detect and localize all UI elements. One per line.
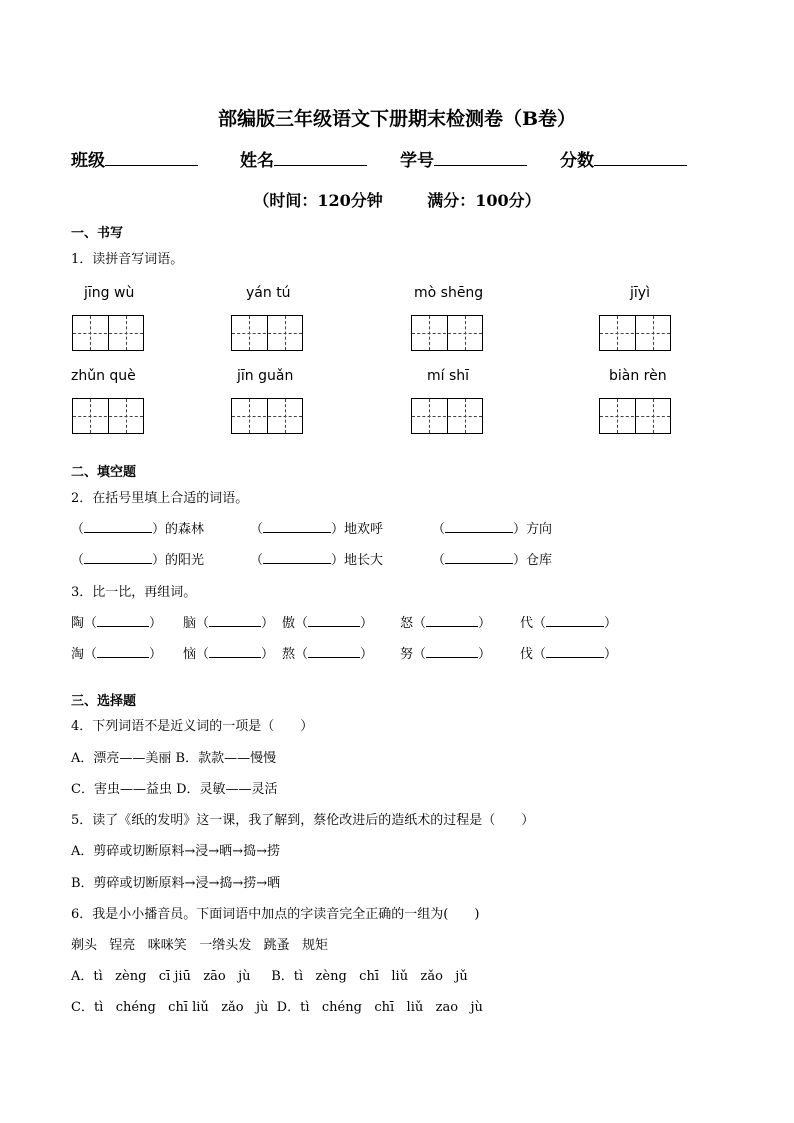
fill-item: （ ）方向 xyxy=(432,522,553,537)
section2-heading: 二、填空题 xyxy=(71,465,137,480)
class-field xyxy=(71,146,198,171)
compare-item: 陶（ ） xyxy=(71,616,163,631)
compare-char: 熬 xyxy=(282,647,296,662)
pinyin-4: jīyì xyxy=(630,285,650,301)
question-6-options-cd: C．tì chéng chī liǔ zǎo jù D．tì chéng chī liǔ zao jù xyxy=(71,1000,483,1015)
question-4: 4．下列词语不是近义词的一项是（ ） xyxy=(71,719,314,734)
compare-blank[interactable] xyxy=(426,614,478,627)
pinyin-2: yán tú xyxy=(246,285,291,301)
compare-blank[interactable] xyxy=(426,645,478,658)
compare-blank[interactable] xyxy=(97,614,149,627)
section3-heading: 三、选择题 xyxy=(71,694,137,709)
question-2: 2．在括号里填上合适的词语。 xyxy=(71,491,249,506)
section1-heading: 一、书写 xyxy=(71,226,124,241)
fill-item: （ ）的森林 xyxy=(71,522,205,537)
question-5-option-a: A．剪碎或切断原料→浸→晒→捣→捞 xyxy=(71,844,280,859)
name-blank[interactable] xyxy=(274,151,367,166)
compare-item: 代（ ） xyxy=(520,616,618,631)
page-title: 部编版三年级语文下册期末检测卷（B卷） xyxy=(217,108,577,130)
compare-char: 努 xyxy=(400,647,414,662)
fill-text: 仓库 xyxy=(526,553,553,568)
pinyin-3: mò shēng xyxy=(414,285,484,301)
writing-grid[interactable] xyxy=(599,398,671,434)
question-4-options-ab: A．漂亮——美丽 B．款款——慢慢 xyxy=(71,751,277,766)
question-4-options-cd: C．害虫——益虫 D．灵敏——灵活 xyxy=(71,782,278,797)
question-3: 3．比一比，再组词。 xyxy=(71,585,197,600)
fill-item: （ ）仓库 xyxy=(432,553,553,568)
compare-item: 熬（ ） xyxy=(282,647,374,662)
compare-blank[interactable] xyxy=(546,645,604,658)
pinyin-6: jīn guǎn xyxy=(237,368,294,384)
question-6-options-ab: A．tì zèng cī jiū zāo jù B．tì zèng chī liǔ zǎo jǔ xyxy=(71,969,468,984)
id-blank[interactable] xyxy=(434,151,527,166)
question-1: 1．读拼音写词语。 xyxy=(71,252,184,267)
compare-item: 伐（ ） xyxy=(520,647,618,662)
compare-char: 恼 xyxy=(183,647,197,662)
question-6: 6．我是小小播音员。下面词语中加点的字读音完全正确的一组为( ) xyxy=(71,907,480,922)
compare-item: 努（ ） xyxy=(400,647,492,662)
compare-blank[interactable] xyxy=(308,614,360,627)
id-label: 学号 xyxy=(400,151,434,171)
time-score-line: （时间：120分钟 满分：100分） xyxy=(253,191,541,210)
compare-char: 淘 xyxy=(71,647,85,662)
compare-blank[interactable] xyxy=(209,614,261,627)
fill-text: 地欢呼 xyxy=(344,522,384,537)
fill-text: 的阳光 xyxy=(165,553,205,568)
fill-blank[interactable] xyxy=(263,520,331,533)
compare-char: 陶 xyxy=(71,616,85,631)
score-label: 分数 xyxy=(560,151,594,171)
score-field xyxy=(560,146,687,171)
fill-blank[interactable] xyxy=(445,520,513,533)
pinyin-7: mí shī xyxy=(427,368,470,384)
name-field xyxy=(240,146,367,171)
compare-char: 脑 xyxy=(183,616,197,631)
pinyin-5: zhǔn què xyxy=(71,368,136,384)
fill-item: （ ）的阳光 xyxy=(71,553,205,568)
pinyin-8: biàn rèn xyxy=(609,368,667,384)
fill-blank[interactable] xyxy=(263,551,331,564)
fill-blank[interactable] xyxy=(84,551,152,564)
compare-item: 恼（ ） xyxy=(183,647,275,662)
score-blank[interactable] xyxy=(594,151,687,166)
compare-blank[interactable] xyxy=(546,614,604,627)
fill-text: 地长大 xyxy=(344,553,384,568)
student-id-field xyxy=(400,146,527,171)
fill-item: （ ）地长大 xyxy=(250,553,384,568)
fill-text: 方向 xyxy=(526,522,553,537)
writing-grid[interactable] xyxy=(72,315,144,351)
writing-grid[interactable] xyxy=(72,398,144,434)
compare-char: 伐 xyxy=(520,647,534,662)
compare-item: 怒（ ） xyxy=(400,616,492,631)
compare-item: 脑（ ） xyxy=(183,616,275,631)
fill-text: 的森林 xyxy=(165,522,205,537)
compare-char: 怒 xyxy=(400,616,414,631)
compare-blank[interactable] xyxy=(308,645,360,658)
question-5-option-b: B．剪碎或切断原料→浸→捣→捞→晒 xyxy=(71,876,281,891)
writing-grid[interactable] xyxy=(411,315,483,351)
compare-item: 傲（ ） xyxy=(282,616,374,631)
compare-char: 代 xyxy=(520,616,534,631)
fill-item: （ ）地欢呼 xyxy=(250,522,384,537)
compare-blank[interactable] xyxy=(97,645,149,658)
class-blank[interactable] xyxy=(105,151,198,166)
name-label: 姓名 xyxy=(240,151,274,171)
writing-grid[interactable] xyxy=(411,398,483,434)
fill-blank[interactable] xyxy=(84,520,152,533)
writing-grid[interactable] xyxy=(599,315,671,351)
writing-grid[interactable] xyxy=(231,398,303,434)
question-5: 5．读了《纸的发明》这一课，我了解到，蔡伦改进后的造纸术的过程是（ ） xyxy=(71,813,535,828)
fill-blank[interactable] xyxy=(445,551,513,564)
compare-char: 傲 xyxy=(282,616,296,631)
question-6-words: 剃头 锃亮 咪咪笑 一绺头发 跳蚤 规矩 xyxy=(71,938,328,953)
writing-grid[interactable] xyxy=(231,315,303,351)
class-label: 班级 xyxy=(71,151,105,171)
pinyin-1: jīng wù xyxy=(84,285,135,301)
compare-blank[interactable] xyxy=(209,645,261,658)
compare-item: 淘（ ） xyxy=(71,647,163,662)
